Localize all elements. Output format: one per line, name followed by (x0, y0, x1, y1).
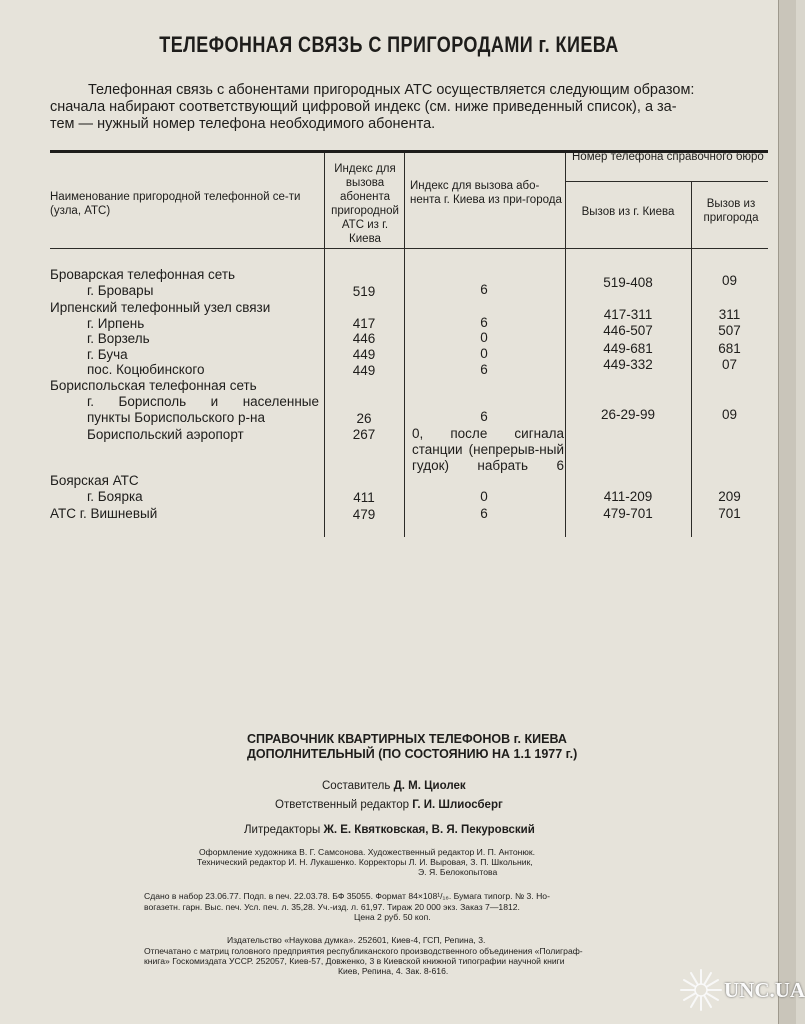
intro-paragraph (50, 82, 770, 133)
lit-editors-line (244, 823, 535, 837)
row-name: г. Борисполь и населенные (87, 394, 319, 409)
row-index-kiev: 0 (480, 330, 488, 345)
row-phone-from-suburb: 209 (718, 489, 741, 504)
row-phone-from-kiev: 479-701 (603, 506, 653, 521)
row-index-kiev: 0 (480, 489, 488, 504)
row-index-suburb: 267 (352, 427, 376, 442)
next-page-edge (778, 0, 796, 1024)
publisher-line-2: Отпечатано с матриц головного предприятия республиканского производственного объединения «Полиграф- (144, 946, 583, 956)
header-call-from-kiev: Вызов из г. Киева (581, 206, 675, 218)
row-phone-from-suburb: 681 (718, 341, 741, 356)
row-phone-from-suburb: 701 (718, 506, 741, 521)
header-info-bureau: Номер телефона справочного бюро (572, 151, 764, 163)
publisher-line-4: Киев, Репина, 4. Зак. 8-616. (338, 966, 449, 976)
row-name: Броварская телефонная сеть (50, 267, 236, 282)
row-phone-from-suburb: 09 (721, 273, 738, 288)
row-phone-from-kiev: 446-507 (603, 323, 653, 338)
editor-line (275, 798, 503, 812)
lit-editors-names: Ж. Е. Квятковская, В. Я. Пекуровский (323, 824, 535, 836)
row-index-kiev: 0 (480, 346, 488, 361)
compiler-name: Д. М. Циолек (393, 780, 466, 792)
row-name: Бориспольская телефонная сеть (50, 378, 257, 393)
table-subheader-rule (565, 181, 768, 182)
print-details-1: Сдано в набор 23.06.77. Подп. в печ. 22.03.78. БФ 35055. Формат 84×108¹/₁₆. Бумага типогр. № 3. Но- (144, 891, 550, 901)
row-index-suburb: 411 (353, 490, 375, 505)
row-name: г. Буча (87, 347, 128, 362)
intro-line-3: тем — нужный номер телефона необходимого абонента. (50, 116, 436, 132)
table-header-rule (50, 248, 768, 249)
editor-label: Ответственный редактор (275, 799, 410, 811)
row-index-suburb: 417 (352, 316, 376, 331)
print-price: Цена 2 руб. 50 коп. (354, 912, 431, 922)
row-name: Бориспольский аэропорт (87, 427, 244, 442)
row-index-suburb: 26 (356, 411, 372, 426)
watermark-text: UNC.UA (724, 978, 805, 1002)
row-phone-from-kiev: 417-311 (603, 307, 653, 322)
editor-name: Г. И. Шлиосберг (412, 799, 503, 811)
row-phone-from-suburb: 07 (721, 357, 738, 372)
row-phone-from-suburb: 507 (718, 323, 741, 338)
table-col-divider-2 (404, 153, 405, 537)
row-phone-from-kiev: 519-408 (603, 275, 653, 290)
row-phone-from-kiev: 411-209 (603, 489, 653, 504)
row-name: г. Бровары (87, 283, 154, 298)
row-index-suburb: 519 (352, 284, 376, 299)
compiler-label: Составитель (322, 780, 391, 792)
row-index-kiev: 6 (480, 315, 488, 330)
publisher-line-3: книга» Госкомиздата УССР. 252057, Киев-57, Довженко, 3 в Киевской книжной типографии научной книги (144, 956, 565, 966)
header-call-from-suburb: Вызов из пригорода (703, 198, 759, 224)
design-credits-1: Оформление художника В. Г. Самсонова. Художественный редактор И. П. Антонюк. (199, 847, 536, 857)
header-index-kiev: Индекс для вызова або-нента г. Киева из при-города (410, 180, 562, 206)
row-index-suburb: 479 (352, 507, 376, 522)
intro-line-1: Телефонная связь с абонентами пригородных АТС осуществляется следующим образом: (88, 82, 695, 98)
header-network-name: Наименование пригородной телефонной се-ти (узла, АТС) (50, 191, 301, 217)
row-name: пункты Бориспольского р-на (87, 410, 265, 425)
row-name: пос. Коцюбинского (87, 362, 205, 377)
airport-dialing-note: 0, после сигнала станции (непрерыв-ный гудок) набрать 6 (412, 426, 564, 473)
row-phone-from-kiev: 26-29-99 (600, 407, 656, 422)
design-credits-2: Технический редактор И. Н. Лукашенко. Корректоры Л. И. Выровая, З. П. Школьник, (197, 857, 533, 867)
row-name: г. Ворзель (87, 331, 150, 346)
row-phone-from-suburb: 09 (721, 407, 738, 422)
row-phone-from-kiev: 449-681 (603, 341, 653, 356)
compiler-line (322, 779, 466, 793)
row-name: Ирпенский телефонный узел связи (50, 300, 271, 315)
header-index-suburb: Индекс для вызова абонента пригородной АТС из г. Киева (331, 163, 399, 245)
design-credits-3: Э. Я. Белокопытова (418, 867, 498, 877)
row-index-kiev: 6 (480, 362, 488, 377)
row-index-kiev: 6 (480, 506, 488, 521)
row-phone-from-kiev: 449-332 (603, 357, 653, 372)
row-name: АТС г. Вишневый (50, 506, 158, 521)
publisher-line-1: Издательство «Наукова думка». 252601, Киев-4, ГСП, Репина, 3. (227, 935, 486, 945)
row-name: Боярская АТС (50, 473, 139, 488)
row-phone-from-suburb: 311 (718, 307, 741, 322)
row-index-kiev: 6 (480, 409, 488, 424)
row-name: г. Боярка (87, 489, 143, 504)
row-index-kiev: 6 (480, 282, 488, 297)
book-title-line-2: ДОПОЛНИТЕЛЬНЫЙ (ПО СОСТОЯНИЮ НА 1.1 1977 г.) (247, 747, 578, 761)
book-title-line-1: СПРАВОЧНИК КВАРТИРНЫХ ТЕЛЕФОНОВ г. КИЕВА (247, 732, 567, 746)
page-title: ТЕЛЕФОННАЯ СВЯЗЬ С ПРИГОРОДАМИ г. КИЕВА (159, 32, 619, 57)
print-details-2: вогазетн. гарн. Выс. печ. Усл. печ. л. 35,28. Уч.-изд. л. 61,97. Тираж 20 000 экз. Заказ 7—1812. (144, 902, 520, 912)
intro-line-2: сначала набирают соответствующий цифровой индекс (см. ниже приведенный список), а за- (50, 99, 677, 115)
lit-editors-label: Литредакторы (244, 824, 321, 836)
row-name: г. Ирпень (87, 316, 145, 331)
row-index-suburb: 449 (352, 363, 376, 378)
row-index-suburb: 446 (352, 331, 376, 346)
row-index-suburb: 449 (352, 347, 376, 362)
